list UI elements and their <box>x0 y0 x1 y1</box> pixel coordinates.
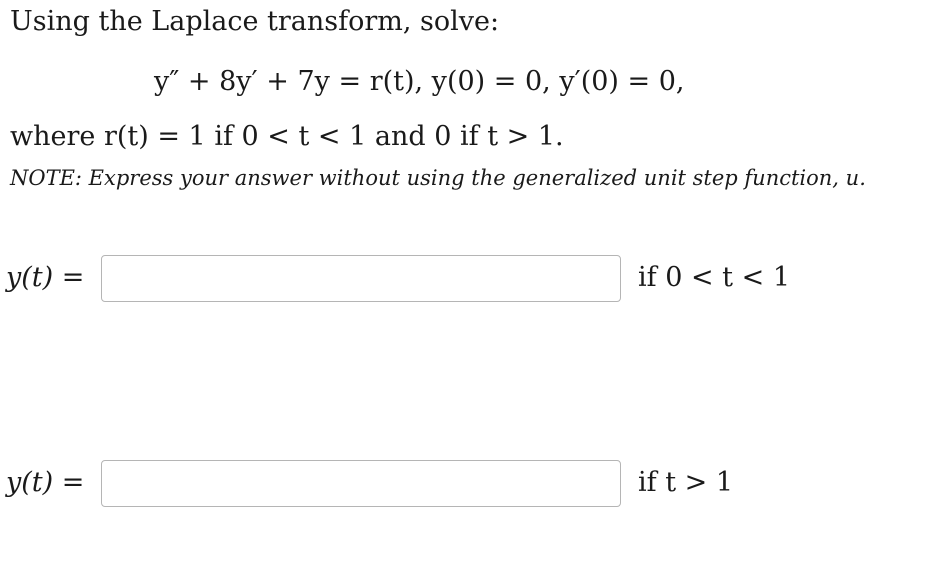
forcing-function-definition: where r(t) = 1 if 0 < t < 1 and 0 if t > 1. <box>10 121 564 152</box>
answer-input-interval-1[interactable] <box>101 255 621 302</box>
differential-equation: y″ + 8y′ + 7y = r(t), y(0) = 0, y′(0) = 0, <box>154 66 685 97</box>
problem-intro: Using the Laplace transform, solve: <box>10 6 500 37</box>
answer-row-interval-2 <box>0 459 925 511</box>
answer-condition: if 0 < t < 1 <box>638 262 790 293</box>
answer-label: y(t) = <box>6 467 85 498</box>
answer-row-interval-1 <box>0 254 925 306</box>
answer-input-interval-2[interactable] <box>101 460 621 507</box>
answer-condition: if t > 1 <box>638 467 734 498</box>
problem-note: NOTE: Express your answer without using the generalized unit step function, u. <box>10 166 866 190</box>
answer-label: y(t) = <box>6 262 85 293</box>
